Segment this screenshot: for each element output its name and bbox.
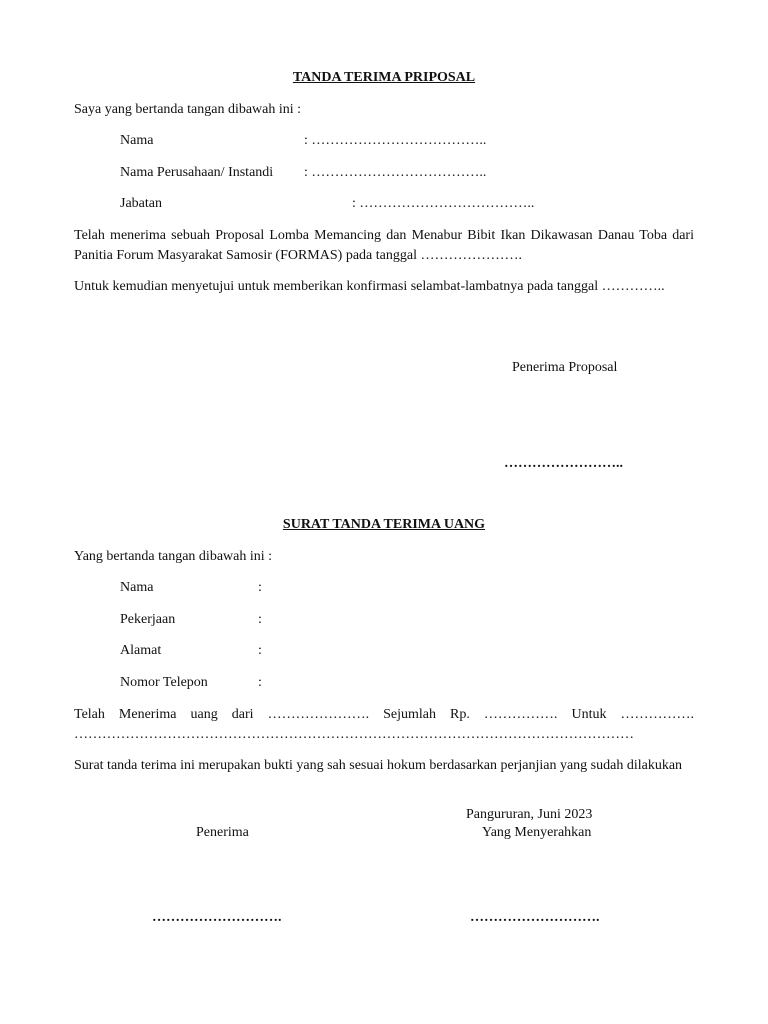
- section1-intro: Saya yang bertanda tangan dibawah ini :: [74, 102, 302, 117]
- receiver-signature-line: ……………………..: [504, 456, 623, 471]
- field-value-alamat: :: [258, 643, 262, 658]
- field-value-telepon: :: [258, 675, 262, 690]
- field-value-nama-2: :: [258, 580, 262, 595]
- field-label-perusahaan: Nama Perusahaan/ Instandi: [120, 165, 274, 180]
- receiver-label-2: Penerima: [196, 825, 249, 840]
- section2-paragraph-1: Telah Menerima uang dari …………………. Sejumlah Rp. ……………. Untuk ……………. …………………………………………………………………………………………………………: [74, 707, 694, 742]
- section1-title: TANDA TERIMA PRIPOSAL: [292, 70, 476, 85]
- field-value-nama: : ………………………………..: [304, 133, 487, 148]
- field-label-jabatan: Jabatan: [120, 196, 162, 211]
- field-value-jabatan: : ………………………………..: [352, 196, 535, 211]
- field-label-alamat: Alamat: [120, 643, 162, 658]
- field-value-pekerjaan: :: [258, 612, 262, 627]
- field-label-telepon: Nomor Telepon: [120, 675, 208, 690]
- place-date: Pangururan, Juni 2023: [466, 807, 593, 822]
- field-label-pekerjaan: Pekerjaan: [120, 612, 176, 627]
- giver-signature-line: ……………………….: [470, 910, 600, 925]
- section1-paragraph-2: Untuk kemudian menyetujui untuk memberikan konfirmasi selambat-lambatnya pada tanggal …………..: [74, 279, 665, 294]
- section1-paragraph-1: Telah menerima sebuah Proposal Lomba Memancing dan Menabur Bibit Ikan Dikawasan Danau Toba dari Panitia Forum Masyarakat Samosir (FORMAS) pada tanggal ………………….: [74, 228, 694, 263]
- receiver-signature-line-2: ……………………….: [152, 910, 282, 925]
- field-value-perusahaan: : ………………………………..: [304, 165, 487, 180]
- giver-label: Yang Menyerahkan: [482, 825, 592, 840]
- section2-intro: Yang bertanda tangan dibawah ini :: [74, 549, 273, 564]
- section2-paragraph-2: Surat tanda terima ini merupakan bukti yang sah sesuai hokum berdasarkan perjanjian yang sudah dilakukan: [74, 758, 683, 773]
- section2-title: SURAT TANDA TERIMA UANG: [282, 517, 486, 532]
- field-label-nama: Nama: [120, 133, 154, 148]
- receiver-label: Penerima Proposal: [512, 360, 618, 375]
- field-label-nama-2: Nama: [120, 580, 154, 595]
